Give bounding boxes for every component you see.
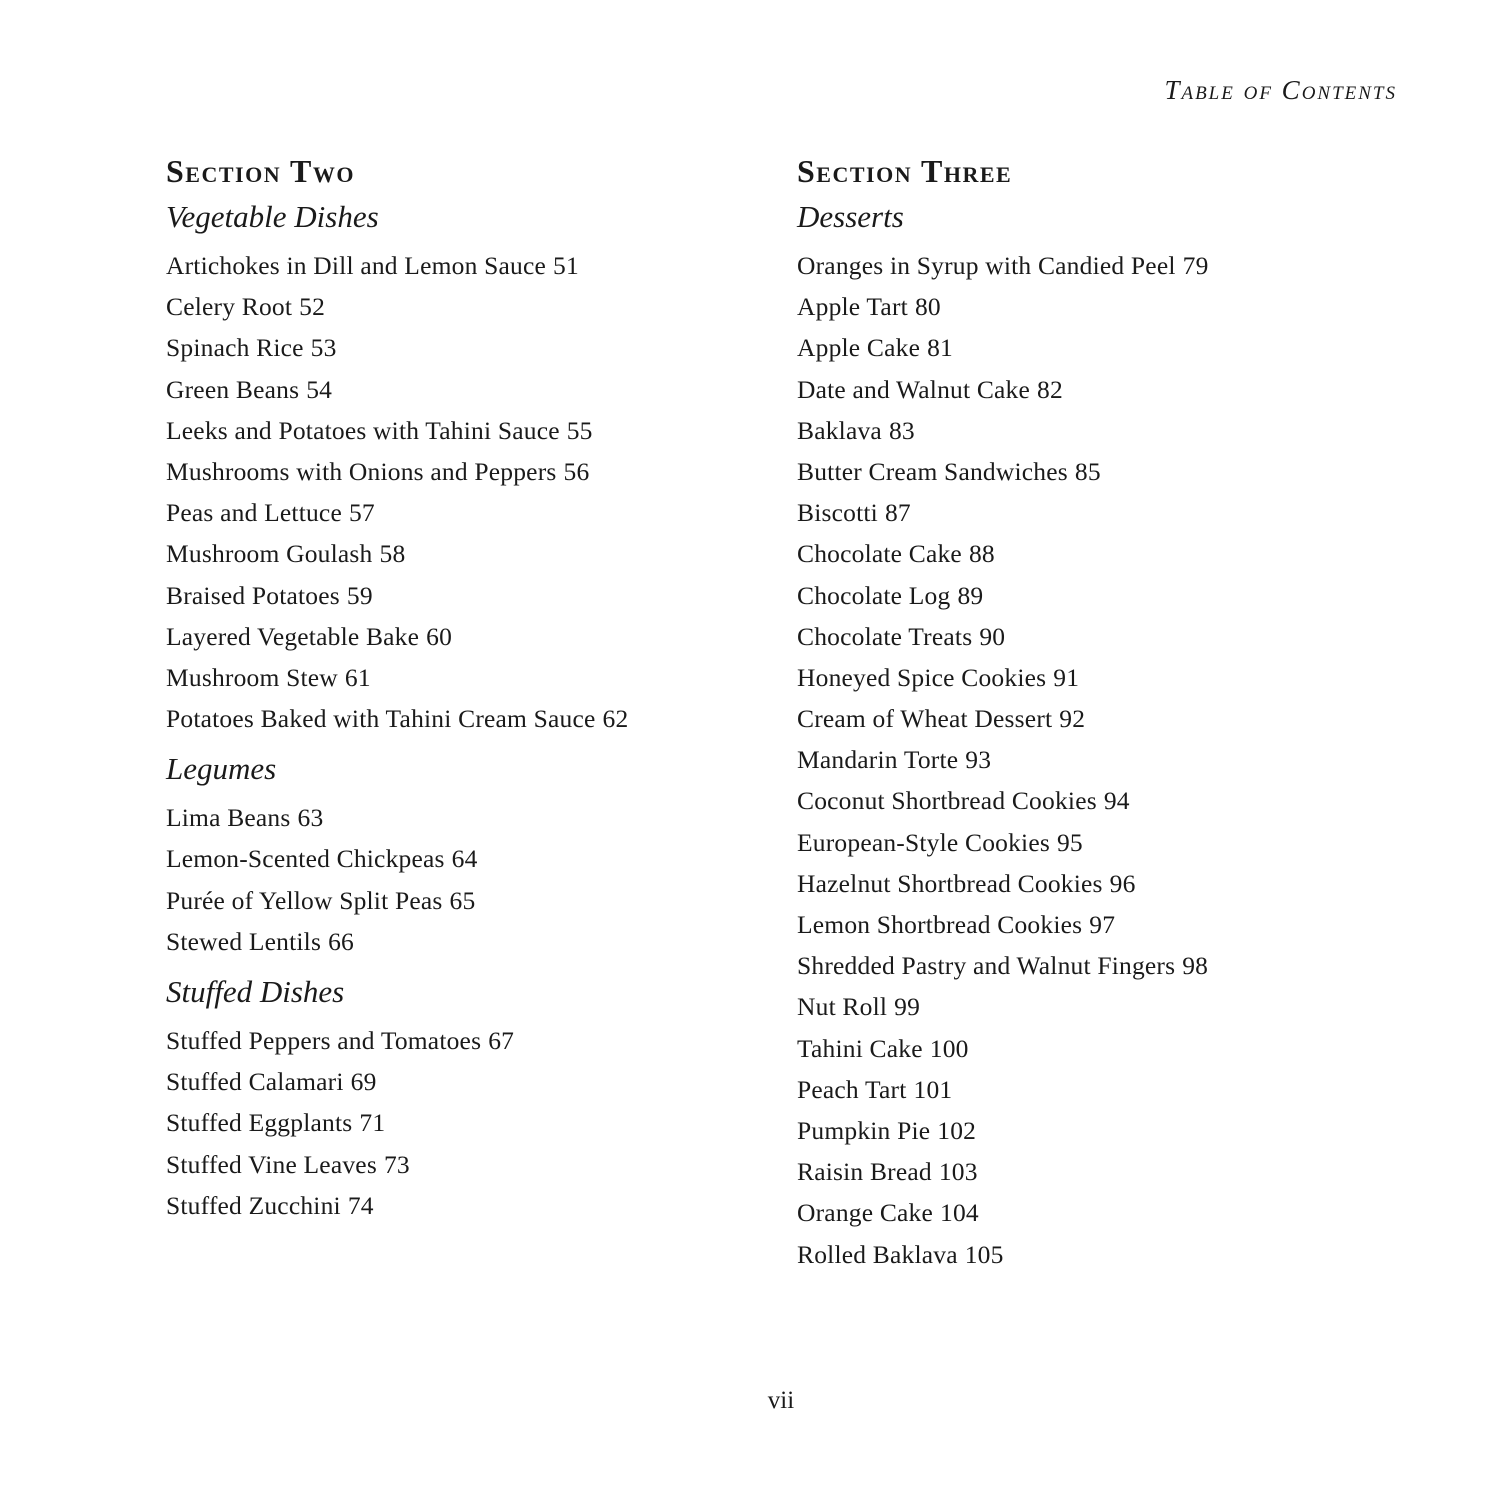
entry-title: Coconut Shortbread Cookies <box>797 786 1097 816</box>
group-title: Stuffed Dishes <box>166 974 345 1009</box>
entry-title: Nut Roll <box>797 992 888 1022</box>
entry-page-number: 99 <box>894 992 921 1022</box>
entry-page-number: 58 <box>379 539 406 569</box>
toc-entry[interactable] <box>797 1110 1437 1151</box>
entry-title: Spinach Rice <box>166 333 304 363</box>
entry-page-number: 80 <box>914 292 941 322</box>
entry-title: Lemon-Scented Chickpeas <box>166 844 445 874</box>
toc-column-right <box>797 150 1437 1285</box>
entry-title: Tahini Cake <box>797 1033 923 1063</box>
group-title: Desserts <box>797 199 904 234</box>
entry-page-number: 79 <box>1182 251 1209 280</box>
entry-page-number: 60 <box>426 621 453 651</box>
toc-entry[interactable] <box>166 369 766 410</box>
toc-entry[interactable] <box>166 286 766 327</box>
toc-entry[interactable] <box>797 945 1437 986</box>
entry-page-number: 64 <box>451 844 478 874</box>
toc-group <box>166 197 766 739</box>
toc-entry[interactable] <box>166 533 766 574</box>
entry-title: Hazelnut Shortbread Cookies <box>797 868 1103 898</box>
entry-title: Raisin Bread <box>797 1157 932 1187</box>
entry-page-number: 102 <box>937 1115 977 1145</box>
entry-page-number: 53 <box>310 333 337 363</box>
entry-page-number: 66 <box>328 926 354 956</box>
toc-entry[interactable] <box>797 1192 1437 1233</box>
entry-title: Stuffed Eggplants <box>166 1108 353 1138</box>
toc-entry[interactable] <box>797 863 1437 904</box>
toc-entry[interactable] <box>166 616 766 657</box>
entry-title: Mushroom Stew <box>166 662 338 692</box>
entry-page-number: 91 <box>1053 662 1080 692</box>
entry-page-number: 83 <box>888 415 915 445</box>
entry-title: Stuffed Vine Leaves <box>166 1149 377 1179</box>
toc-entry[interactable] <box>166 492 766 533</box>
entry-page-number: 69 <box>350 1067 377 1097</box>
entry-page-number: 81 <box>927 333 953 363</box>
entry-title: Butter Cream Sandwiches <box>797 456 1068 486</box>
entry-page-number: 95 <box>1056 827 1083 857</box>
toc-entry[interactable] <box>797 286 1437 327</box>
entry-page-number: 105 <box>964 1239 1004 1269</box>
toc-entry[interactable] <box>797 904 1437 945</box>
entry-title: Stuffed Calamari <box>166 1067 344 1097</box>
toc-entry[interactable] <box>166 451 766 492</box>
entry-title: Stuffed Peppers and Tomatoes <box>166 1026 482 1055</box>
entry-title: Rolled Baklava <box>797 1239 958 1269</box>
entry-page-number: 67 <box>488 1026 515 1055</box>
entry-page-number: 74 <box>347 1190 374 1220</box>
toc-entry[interactable] <box>166 880 766 921</box>
toc-entry[interactable] <box>166 921 766 962</box>
entry-page-number: 92 <box>1059 704 1086 734</box>
toc-entry[interactable] <box>797 1234 1437 1275</box>
toc-entry[interactable] <box>797 780 1437 821</box>
entry-page-number: 61 <box>344 662 371 692</box>
entry-page-number: 51 <box>553 251 579 280</box>
entry-page-number: 97 <box>1089 910 1116 939</box>
entry-page-number: 104 <box>940 1198 979 1228</box>
entry-title: Peas and Lettuce <box>166 498 342 528</box>
toc-entry[interactable] <box>797 451 1437 492</box>
entry-page-number: 82 <box>1037 374 1063 404</box>
entry-title: Chocolate Treats <box>797 621 973 651</box>
toc-entry[interactable] <box>166 698 766 739</box>
entry-page-number: 71 <box>359 1108 386 1138</box>
toc-entry[interactable] <box>797 410 1437 451</box>
entry-title: Stuffed Zucchini <box>166 1190 341 1220</box>
entry-title: Leeks and Potatoes with Tahini Sauce <box>166 415 560 445</box>
toc-entry[interactable] <box>797 369 1437 410</box>
toc-entry[interactable] <box>166 245 766 286</box>
entry-title: Apple Tart <box>797 292 908 322</box>
toc-group <box>166 749 766 962</box>
entry-page-number: 62 <box>602 704 629 734</box>
entry-page-number: 55 <box>566 415 593 445</box>
entry-page-number: 87 <box>884 498 911 528</box>
toc-entry[interactable] <box>797 657 1437 698</box>
entry-title: Baklava <box>797 415 882 445</box>
entry-title: Mushrooms with Onions and Peppers <box>166 456 557 486</box>
toc-entry[interactable] <box>166 1061 766 1102</box>
entry-title: Stewed Lentils <box>166 926 322 956</box>
entry-title: Chocolate Log <box>797 580 951 610</box>
entry-page-number: 98 <box>1182 951 1209 981</box>
entry-title: Layered Vegetable Bake <box>166 621 420 651</box>
entry-page-number: 65 <box>449 885 476 915</box>
entry-page-number: 56 <box>563 456 590 486</box>
toc-entry[interactable] <box>166 1102 766 1143</box>
toc-entry[interactable] <box>166 1185 766 1226</box>
entry-title: Biscotti <box>797 498 878 528</box>
entry-page-number: 88 <box>968 539 995 569</box>
entry-title: Lima Beans <box>166 803 291 833</box>
toc-group <box>797 197 1437 1275</box>
toc-entry[interactable] <box>797 533 1437 574</box>
toc-entry[interactable] <box>166 327 766 368</box>
entry-title: European-Style Cookies <box>797 827 1050 857</box>
entry-page-number: 103 <box>938 1157 978 1187</box>
entry-title: Green Beans <box>166 374 300 404</box>
entry-page-number: 90 <box>979 621 1006 651</box>
toc-entry[interactable] <box>797 1028 1437 1069</box>
entry-title: Mandarin Torte <box>797 745 959 775</box>
entry-page-number: 101 <box>913 1074 953 1104</box>
entry-page-number: 96 <box>1109 868 1136 898</box>
toc-entry[interactable] <box>166 1144 766 1185</box>
entry-title: Purée of Yellow Split Peas <box>166 885 443 915</box>
toc-entry[interactable] <box>797 1069 1437 1110</box>
entry-page-number: 57 <box>348 498 375 528</box>
toc-entry[interactable] <box>797 739 1437 780</box>
toc-entry[interactable] <box>797 245 1437 286</box>
entry-title: Pumpkin Pie <box>797 1115 931 1145</box>
toc-entry[interactable] <box>166 797 766 838</box>
entry-title: Chocolate Cake <box>797 539 962 569</box>
section-title: Section Three <box>797 153 1013 189</box>
toc-entry[interactable] <box>797 822 1437 863</box>
toc-entry[interactable] <box>797 698 1437 739</box>
entry-title: Lemon Shortbread Cookies <box>797 910 1083 939</box>
toc-group <box>166 972 766 1226</box>
entry-title: Peach Tart <box>797 1074 907 1104</box>
group-title: Vegetable Dishes <box>166 199 379 234</box>
entry-page-number: 63 <box>297 803 324 833</box>
entry-page-number: 89 <box>957 580 984 610</box>
page-number: vii <box>767 1387 795 1414</box>
group-title: Legumes <box>166 751 277 787</box>
entry-page-number: 73 <box>383 1149 410 1179</box>
entry-page-number: 52 <box>299 292 326 322</box>
entry-page-number: 100 <box>929 1033 969 1063</box>
entry-page-number: 94 <box>1103 786 1130 816</box>
toc-entry[interactable] <box>797 575 1437 616</box>
entry-page-number: 85 <box>1074 456 1101 486</box>
toc-entry[interactable] <box>797 492 1437 533</box>
entry-title: Shredded Pastry and Walnut Fingers <box>797 951 1176 981</box>
entry-title: Cream of Wheat Dessert <box>797 704 1053 734</box>
toc-column-left <box>166 150 766 1236</box>
running-head: Table of Contents <box>1164 75 1397 105</box>
toc-entry[interactable] <box>797 986 1437 1027</box>
entry-page-number: 59 <box>346 580 373 610</box>
entry-title: Apple Cake <box>797 333 921 363</box>
toc-entry[interactable] <box>166 410 766 451</box>
entry-title: Mushroom Goulash <box>166 539 373 569</box>
toc-entry[interactable] <box>797 616 1437 657</box>
entry-title: Braised Potatoes <box>166 580 340 610</box>
entry-title: Potatoes Baked with Tahini Cream Sauce <box>166 704 596 734</box>
toc-entry[interactable] <box>166 657 766 698</box>
entry-title: Honeyed Spice Cookies <box>797 662 1047 692</box>
section-title: Section Two <box>166 153 355 189</box>
toc-entry[interactable] <box>166 838 766 879</box>
entry-title: Celery Root <box>166 292 293 322</box>
toc-entry[interactable] <box>166 1020 766 1061</box>
entry-title: Oranges in Syrup with Candied Peel <box>797 251 1176 280</box>
entry-title: Date and Walnut Cake <box>797 374 1031 404</box>
entry-page-number: 54 <box>306 374 333 404</box>
toc-entry[interactable] <box>797 1151 1437 1192</box>
entry-title: Orange Cake <box>797 1198 934 1228</box>
toc-entry[interactable] <box>797 327 1437 368</box>
entry-page-number: 93 <box>965 745 992 775</box>
entry-title: Artichokes in Dill and Lemon Sauce <box>166 251 546 280</box>
toc-entry[interactable] <box>166 575 766 616</box>
